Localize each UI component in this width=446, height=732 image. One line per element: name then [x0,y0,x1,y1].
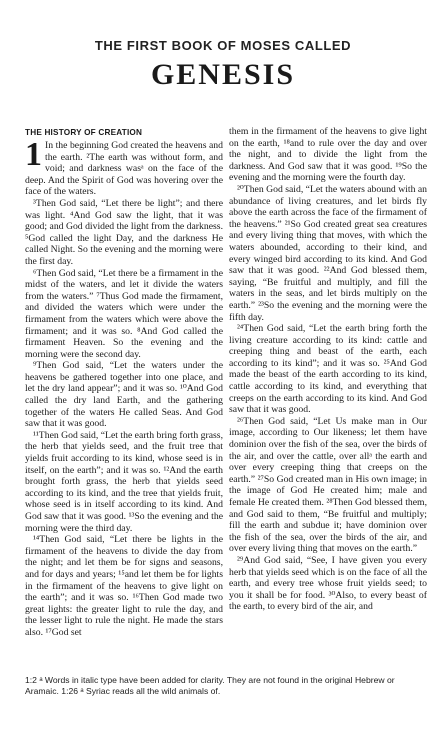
paragraph: them in the firmament of the heavens to give light on the earth, ¹⁸and to rule over the day and over the night, and to divide the light from the darkness. And God saw that it was good. ¹⁹So the evening and the morning were the fourth day. [229,126,427,184]
right-column [229,126,427,613]
paragraph: ³Then God said, “Let there be light”; and there was light. ⁴And God saw the light, that it was good; and God divided the light from the darkness. ⁵God called the light Day, and the darkness He called Night. So the evening and the morning were the first day. [25,197,223,267]
left-column [25,128,223,639]
footnotes: 1:2 ᵃ Words in italic type have been added for clarity. They are not found in the original Hebrew or Aramaic. 1:26 ᵃ Syriac reads all the wild animals of. [25,675,395,696]
book-title: THE FIRST BOOK OF MOSES CALLED [94,38,352,53]
paragraph: ²⁰Then God said, “Let the waters abound with an abundance of living creatures, and let birds fly above the earth across the face of the firmament of the heavens.” ²¹So God created great sea creatures and every living thing that moves, with which the waters abounded, according to their kind, and every winged bird according to its kind. And God saw that it was good. ²²And God blessed them, saying, “Be fruitful and multiply, and fill the waters in the seas, and let birds multiply on the earth.” ²³So the evening and the morning were the fifth day. [229,183,427,323]
paragraph: ⁹Then God said, “Let the waters under the heavens be gathered together into one place, and let the dry land appear”; and it was so. ¹⁰And God called the dry land Earth, and the gathering together of the waters He called Seas. And God saw that it was good. [25,360,223,430]
book-name: GENESIS [150,58,296,91]
paragraph: ²⁴Then God said, “Let the earth bring forth the living creature according to its kind: cattle and creeping thing and beast of the earth, each according to its kind”; and it was so. ²⁵And God made the beast of the earth according to its kind, cattle according to its kind, and everything that creeps on the earth according to its kind. And God saw that it was good. [229,323,427,416]
paragraph: ¹¹Then God said, “Let the earth bring forth grass, the herb that yields seed, and the fruit tree that yields fruit according to its kind, whose seed is in itself, on the earth”; and it was so. ¹²And the earth brought forth grass, the herb that yields seed according to its kind, and the tree that yields fruit, whose seed is in itself according to its kind. And God saw that it was good. ¹³So the evening and the morning were the third day. [25,429,223,534]
chapter-number: 1 [25,136,42,173]
paragraph: ⁶Then God said, “Let there be a firmament in the midst of the waters, and let it divide the waters from the waters.” ⁷Thus God made the firmament, and divided the waters which were under the firmament from the waters which were above the firmament; and it was so. ⁸And God called the firmament Heaven. So the evening and the morning were the second day. [25,267,223,360]
paragraph: ¹⁴Then God said, “Let there be lights in the firmament of the heavens to divide the day from the night; and let them be for signs and seasons, and for days and years; ¹⁵and let them be for lights in the firmament of the heavens to give light on the earth”; and it was so. ¹⁶Then God made two great lights: the greater light to rule the day, and the lesser light to rule the night. He made the stars also. ¹⁷God set [25,534,223,638]
paragraph [25,136,223,198]
paragraph-text: In the beginning God created the heavens and the earth. ²The earth was without form, and void; and darkness wasᵃ on the face of the deep. And the Spirit of God was hovering over the face of the waters. [25,140,223,198]
paragraph: ²⁹And God said, “See, I have given you every herb that yields seed which is on the face of all the earth, and every tree whose fruit yields seed; to you it shall be for food. ³⁰Also, to every beast of the earth, to every bird of the air, and [229,554,427,613]
paragraph: ²⁶Then God said, “Let Us make man in Our image, according to Our likeness; let them have dominion over the fish of the sea, over the birds of the air, and over the cattle, over allᵃ the earth and over every creeping thing that creeps on the earth.” ²⁷So God created man in His own image; in the image of God He created him; male and female He created them. ²⁸Then God blessed them, and God said to them, “Be fruitful and multiply; fill the earth and subdue it; have dominion over the fish of the sea, over the birds of the air, and over every living thing that moves on the earth.” [229,415,427,555]
section-heading: THE HISTORY OF CREATION [25,128,143,137]
